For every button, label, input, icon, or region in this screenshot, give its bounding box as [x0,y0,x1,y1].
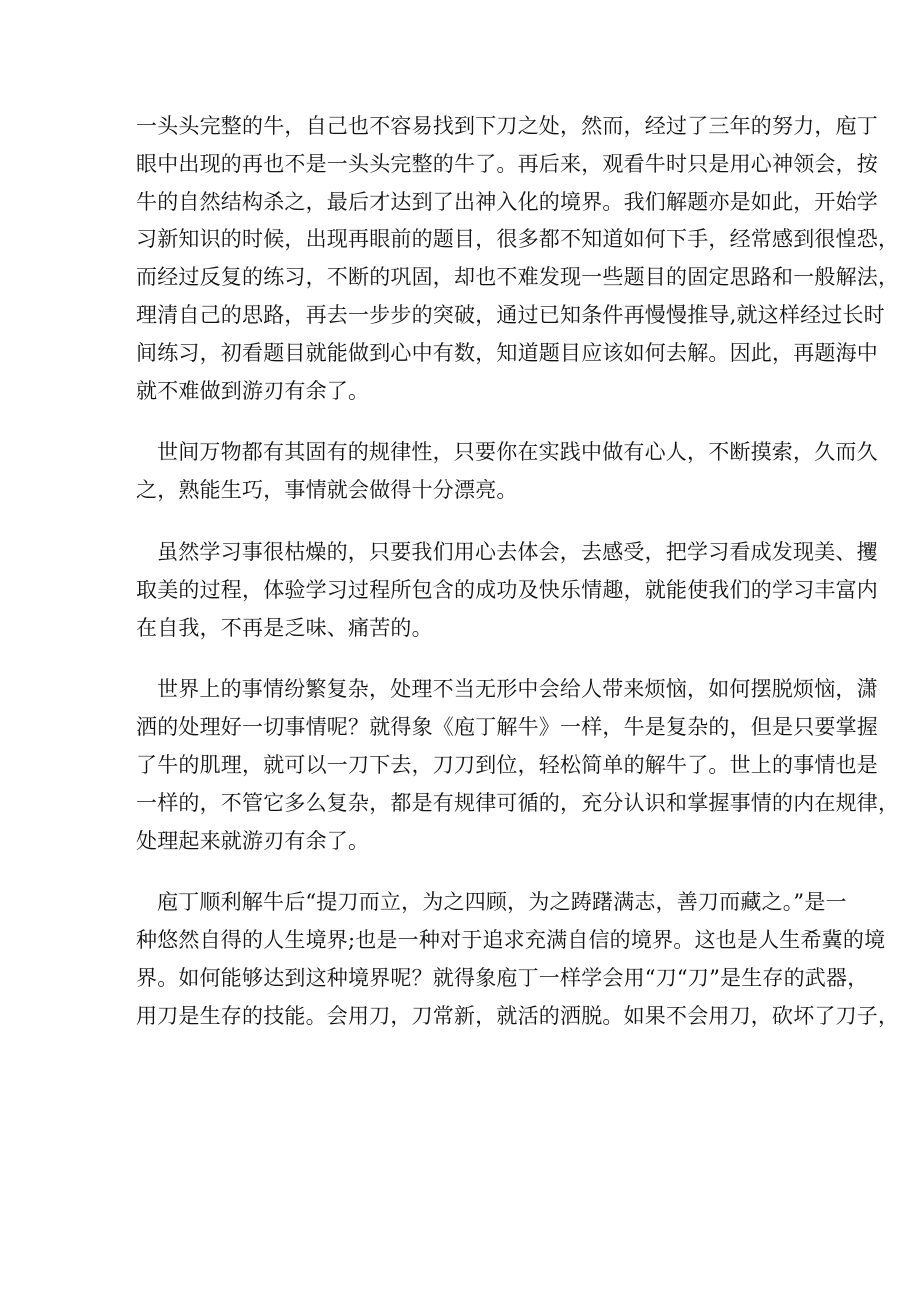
text-line: 处理起来就游刃有余了。 [136,828,370,853]
text-line: 世间万物都有其固有的规律性，只要你在实践中做有心人，不断摸索，久而久 [157,440,878,465]
text-line: 眼中出现的再也不是一头头完整的牛了。再后来，观看牛时只是用心神领会，按 [136,151,878,176]
text-line: 而经过反复的练习，不断的巩固，却也不难发现一些题目的固定思路和一般解法， [136,265,900,290]
paragraph-2 [136,434,878,510]
text-line: 取美的过程，体验学习过程所包含的成功及快乐情趣，就能使我们的学习丰富内 [136,577,878,602]
text-line: 理清自己的思路，再去一步步的突破，通过已知条件再慢慢推导,就这样经过长时 [136,302,885,327]
text-line: 洒的处理好一切事情呢？就得象《庖丁解牛》一样，牛是复杂的，但是只要掌握 [136,715,878,740]
text-line: 庖丁顺利解牛后“提刀而立，为之四顾，为之踌躇满志，善刀而藏之。”是一 [157,890,847,915]
text-line: 在自我，不再是乏味、痛苦的。 [136,615,433,640]
text-line: 一头头完整的牛，自己也不容易找到下刀之处，然而，经过了三年的努力，庖丁 [136,114,878,138]
text-line: 习新知识的时候，出现再眼前的题目，很多都不知道如何下手，经常感到很惶恐， [136,227,900,252]
paragraph-4 [136,671,900,860]
text-line: 牛的自然结构杀之，最后才达到了出神入化的境界。我们解题亦是如此，开始学 [136,189,878,214]
text-line: 种悠然自得的人生境界;也是一种对于追求充满自信的境界。这也是人生希冀的境 [136,928,886,953]
paragraph-5 [136,884,900,1035]
text-line: 了牛的肌理，就可以一刀下去，刀刀到位，轻松简单的解牛了。世上的事情也是 [136,752,878,777]
text-line: 一样的，不管它多么复杂，都是有规律可循的，充分认识和掌握事情的内在规律， [136,790,900,815]
text-line: 世界上的事情纷繁复杂，处理不当无形中会给人带来烦恼，如何摆脱烦恼，潇 [157,677,878,702]
text-line: 间练习，初看题目就能做到心中有数，知道题目应该如何去解。因此，再题海中 [136,340,878,365]
text-line: 之，熟能生巧，事情就会做得十分漂亮。 [136,478,518,503]
text-line: 就不难做到游刃有余了。 [136,378,370,403]
paragraph-1 [136,108,900,410]
paragraph-3 [136,534,878,647]
text-line: 虽然学习事很枯燥的，只要我们用心去体会，去感受，把学习看成发现美、攫 [157,539,878,564]
text-line: 用刀是生存的技能。会用刀，刀常新，就活的洒脱。如果不会用刀，砍坏了刀子， [136,1003,900,1028]
text-line: 界。如何能够达到这种境界呢？就得象庖丁一样学会用“刀“刀”是生存的武器， [136,965,869,990]
